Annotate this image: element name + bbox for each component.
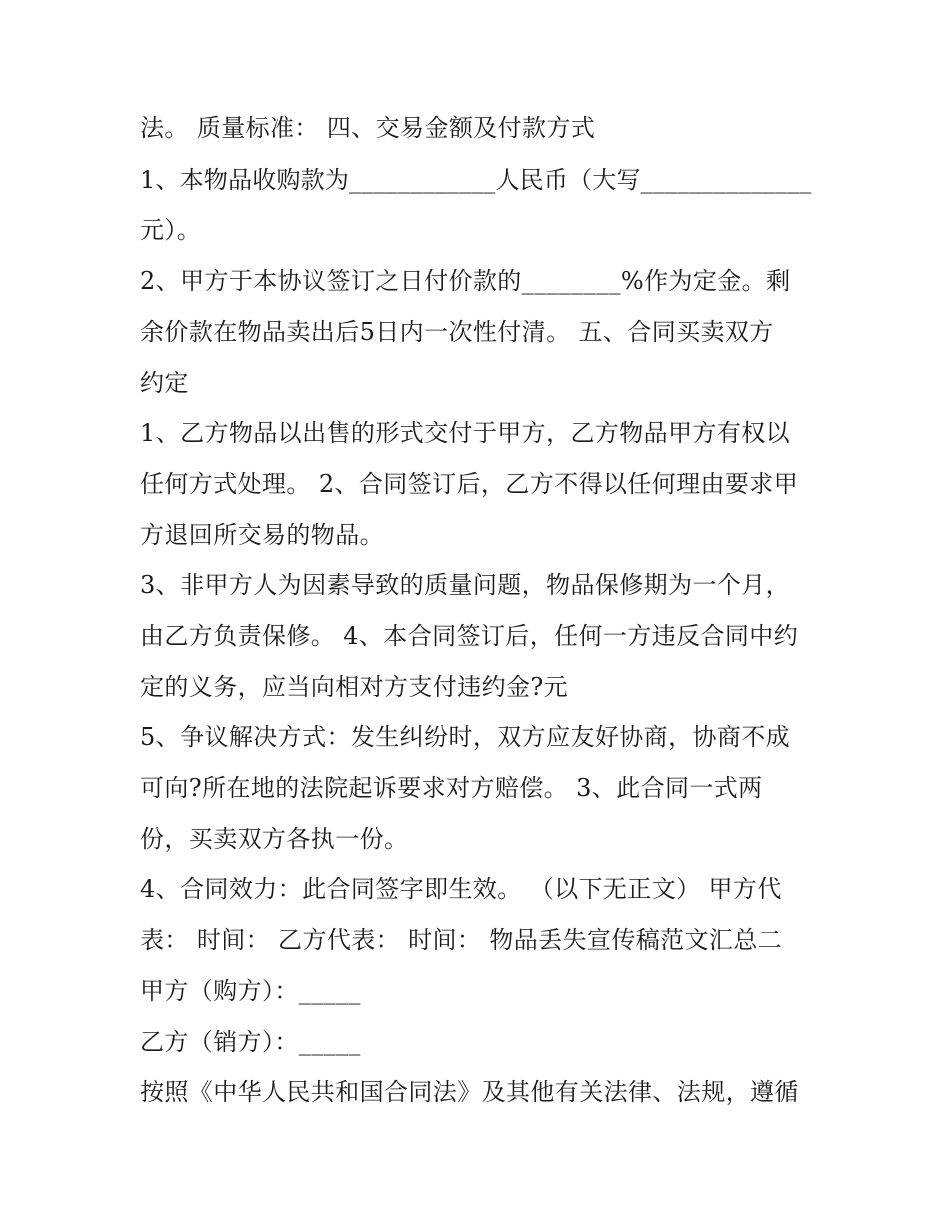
text-line: 按照《中华人民共和国合同法》及其他有关法律、法规，遵循 (140, 1078, 799, 1106)
text-line: 份，买卖双方各执一份。 (140, 825, 409, 853)
text-line: 1、乙方物品以出售的形式交付于甲方，乙方物品甲方有权以 (140, 419, 791, 447)
text-line: 3、非甲方人为因素导致的质量问题，物品保修期为一个月， (140, 571, 791, 599)
text-line: 约定 (140, 369, 189, 397)
text-line: 4、合同效力：此合同签字即生效。 （以下无正文） 甲方代 (140, 875, 782, 903)
text-line: 由乙方负责保修。 4、本合同签订后，任何一方违反合同中约 (140, 622, 799, 650)
text-line: 表： 时间： 乙方代表： 时间： 物品丢失宣传稿范文汇总二 (140, 926, 783, 954)
text-line: 任何方式处理。 2、合同签订后，乙方不得以任何理由要求甲 (140, 470, 799, 498)
text-line: 2、甲方于本协议签订之日付价款的________%作为定金。剩 (140, 267, 791, 295)
text-line: 1、本物品收购款为____________人民币（大写______________ (140, 166, 812, 194)
text-line: 法。 质量标准： 四、交易金额及付款方式 (140, 114, 596, 142)
text-line: 余价款在物品卖出后5日内一次性付清。 五、合同买卖双方 (140, 318, 774, 346)
text-line: 定的义务，应当向相对方支付违约金?元 (140, 673, 569, 701)
text-line: 5、争议解决方式：发生纠纷时，双方应友好协商，协商不成 (140, 723, 791, 751)
text-line: 甲方（购方）：_____ (140, 977, 361, 1005)
text-line: 可向?所在地的法院起诉要求对方赔偿。 3、此合同一式两 (140, 774, 763, 802)
text-line: 乙方（销方）：_____ (140, 1028, 361, 1056)
text-line: 元）。 (140, 216, 202, 244)
text-line: 方退回所交易的物品。 (140, 521, 384, 549)
